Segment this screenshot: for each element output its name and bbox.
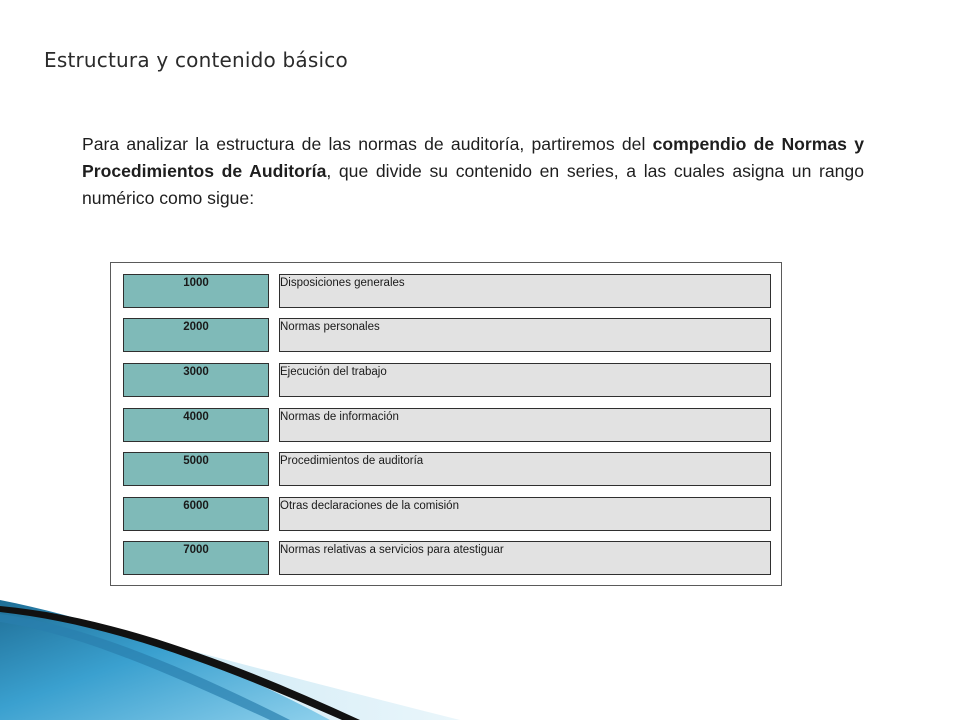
series-code: 1000 [123,274,269,308]
series-code: 6000 [123,497,269,531]
intro-text-part2: , que divide su contenido en series, a las cuales asigna un rango numérico como sigue: [82,161,865,208]
series-description: Normas de información [279,408,771,442]
decorative-swoosh [0,590,460,720]
series-code: 5000 [123,452,269,486]
series-code: 3000 [123,363,269,397]
series-description: Otras declaraciones de la comisión [279,497,771,531]
series-code: 2000 [123,318,269,352]
intro-text-part1: Para analizar la estructura de las normas de auditoría, partiremos del [82,134,653,154]
series-description: Normas personales [279,318,771,352]
intro-text-bold: compendio de Normas y Procedimientos de Auditoría [82,134,864,181]
series-code: 4000 [123,408,269,442]
series-description: Procedimientos de auditoría [279,452,771,486]
series-description: Normas relativas a servicios para atestiguar [279,541,771,575]
series-table [110,262,782,586]
page-title: Estructura y contenido básico [44,48,348,72]
series-description: Ejecución del trabajo [279,363,771,397]
series-code: 7000 [123,541,269,575]
intro-paragraph [82,131,864,212]
series-description: Disposiciones generales [279,274,771,308]
